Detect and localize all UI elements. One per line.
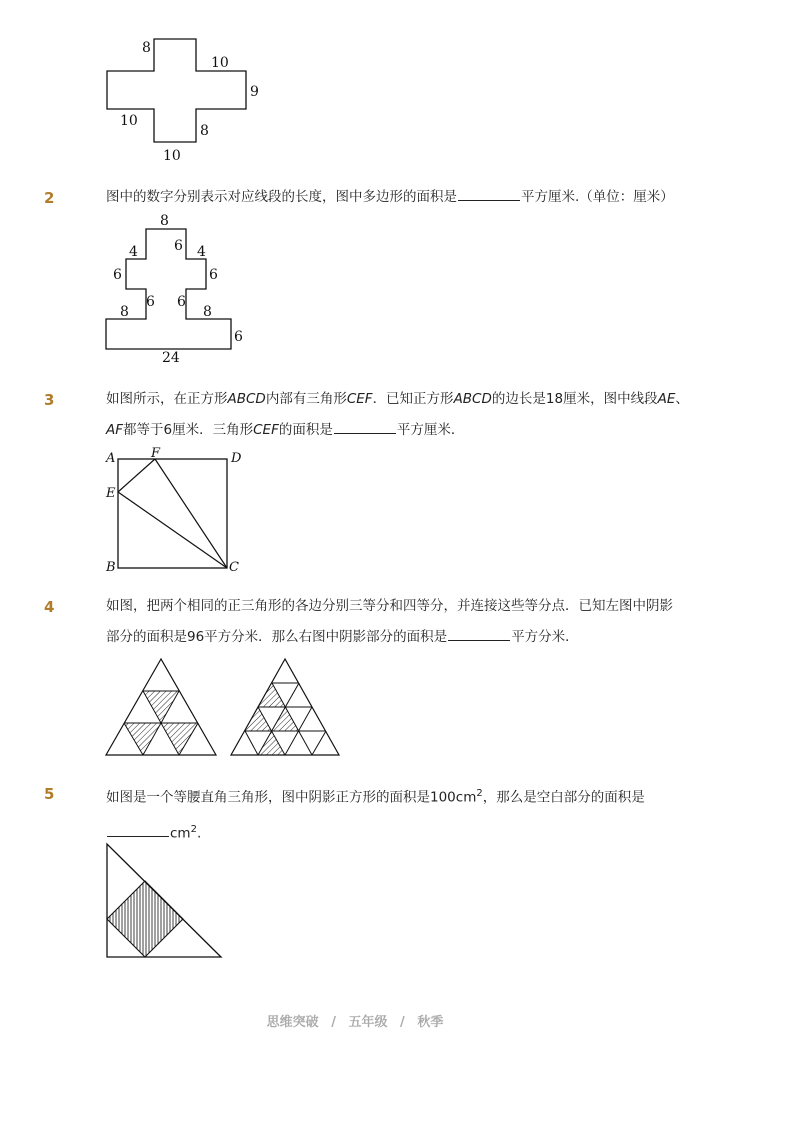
q5-sup: 2: [476, 788, 483, 799]
q3-answer-blank[interactable]: [334, 420, 396, 434]
q5-l2-a: cm: [170, 825, 191, 841]
q1-label-8-bottom: 8: [200, 123, 209, 139]
q2-label-8-right: 8: [203, 304, 212, 320]
q1-label-8-top: 8: [142, 40, 151, 56]
q3-abcd: ABCD: [227, 391, 266, 407]
q2-polygon-figure: [100, 210, 260, 370]
question-number-4: 4: [44, 598, 55, 616]
question-number-5: 5: [44, 785, 55, 803]
q5-answer-blank[interactable]: [107, 823, 169, 837]
q2-text-after: 平方厘米.（单位：厘米）: [521, 189, 674, 205]
q2-label-6-right: 6: [209, 267, 218, 283]
q2-text: [106, 182, 674, 213]
q2-label-6-lower-right: 6: [177, 294, 186, 310]
q4-text: [106, 591, 673, 653]
q3-abcd-2: ABCD: [453, 391, 492, 407]
question-number-3: 3: [44, 391, 55, 409]
q3-l1-c: ．已知正方形: [372, 391, 454, 407]
q4-line-1: 如图，把两个相同的正三角形的各边分别三等分和四等分，并连接这些等分点．已知左图中阴影: [106, 598, 673, 614]
q4-triangles-figure: [100, 655, 360, 765]
q3-point-e: E: [106, 486, 116, 501]
q4-l2-b: 平方分米．: [511, 629, 579, 645]
q3-ae: AE: [657, 391, 676, 407]
footer-season: 秋季: [417, 1015, 444, 1030]
q3-l1-a: 如图所示，在正方形: [106, 391, 228, 407]
q3-l1-b: 内部有三角形: [265, 391, 347, 407]
footer-course: 思维突破: [266, 1015, 319, 1030]
q3-l1-d: 的边长是18厘米，图中线段: [491, 391, 658, 407]
question-number-2: 2: [44, 189, 55, 207]
q2-text-before: 图中的数字分别表示对应线段的长度，图中多边形的面积是: [106, 189, 457, 205]
q2-label-6-lower-left: 6: [146, 294, 155, 310]
q3-point-c: C: [229, 560, 239, 575]
footer-grade: 五年级: [348, 1015, 388, 1030]
q1-label-10-top: 10: [211, 55, 229, 71]
footer-sep-1: /: [331, 1015, 336, 1030]
q2-label-8-top: 8: [160, 213, 169, 229]
q2-label-6-side: 6: [234, 329, 243, 345]
q3-point-f: F: [151, 447, 161, 461]
q1-label-10-left: 10: [120, 113, 138, 129]
q5-l2-b: .: [196, 825, 202, 841]
q3-line-2: [106, 415, 689, 446]
q5-l1-b: ，那么是空白部分的面积是: [482, 789, 645, 806]
q5-triangle-figure: [100, 838, 230, 963]
q4-l2-a: 部分的面积是96平方分米．那么右图中阴影部分的面积是: [106, 629, 448, 645]
q3-point-a: A: [106, 451, 116, 466]
q1-cross-figure: [100, 36, 270, 166]
q4-answer-blank[interactable]: [448, 627, 510, 641]
q3-l1-e: 、: [675, 391, 689, 407]
q2-answer-blank[interactable]: [458, 187, 520, 201]
q2-label-24: 24: [162, 350, 180, 366]
footer-sep-2: /: [400, 1015, 405, 1030]
q3-line-1: [106, 384, 689, 415]
q2-label-8-left: 8: [120, 304, 129, 320]
q3-square-figure: [100, 447, 250, 577]
q3-af: AF: [106, 422, 124, 438]
q5-l1-a: 如图是一个等腰直角三角形，图中阴影正方形的面积是100cm: [106, 789, 477, 806]
q3-text: [106, 384, 689, 446]
q3-point-b: B: [106, 560, 116, 575]
q4-line-2: [106, 622, 673, 653]
q2-label-6-inner: 6: [174, 238, 183, 254]
q1-label-10-bottom: 10: [163, 148, 181, 164]
q2-label-4-right: 4: [197, 244, 206, 260]
q5-l2-sup: 2: [190, 823, 197, 835]
q1-label-9: 9: [250, 84, 259, 100]
q3-cef: CEF: [346, 391, 373, 407]
q2-label-4-left: 4: [129, 244, 138, 260]
q3-cef-2: CEF: [253, 422, 279, 438]
q3-l2-c: 平方厘米．: [396, 422, 465, 438]
page-footer: [0, 1011, 710, 1030]
q3-point-d: D: [231, 451, 242, 466]
q3-l2-b: 的面积是: [278, 422, 333, 438]
q5-line-1: [106, 778, 645, 814]
q3-l2-a: 都等于6厘米．三角形: [123, 422, 254, 438]
q2-label-6-left: 6: [113, 267, 122, 283]
